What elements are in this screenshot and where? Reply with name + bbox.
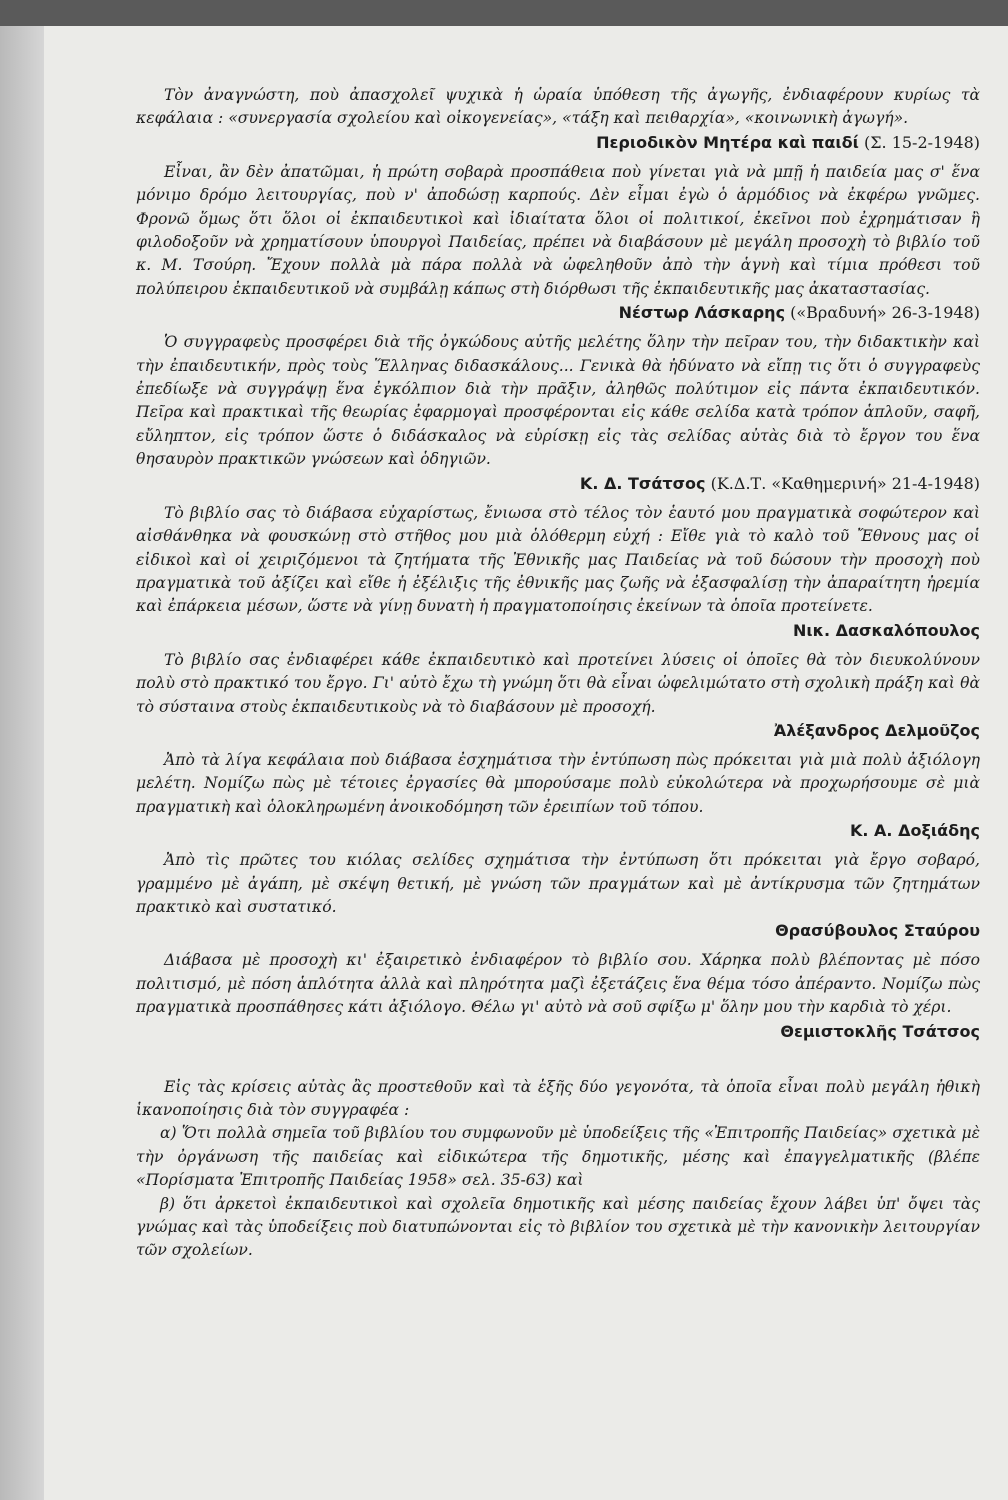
review-text: Ὁ συγγραφεὺς προσφέρει διὰ τῆς ὀγκώδους αὐτῆς μελέτης ὅλην τὴν πεῖραν του, τὴν διδακτικὴν καὶ τὴν ἐπαιδευτικήν, πρὸς τοὺς Ἕλληνας διδασκάλους... Γενικὰ θὰ ἠδύνατο νὰ εἴπῃ τις ὅτι ὁ συγγραφεὺς ἐπεδίωξε νὰ συγγράψῃ ἕνα ἐγκόλπιον διὰ τὴν πρᾶξιν, ἀληθῶς πολύτιμον εἰς πάντα ἐκπαιδευτικόν. Πεῖρα καὶ πρακτικαὶ τῆς θεωρίας ἐφαρμογαὶ προσφέρονται εἰς κάθε σελίδα κατὰ τρόπον ἁπλοῦν, σαφῆ, εὔληπτον, εἰς τρόπον ὥστε ὁ διδάσκαλος νὰ εὑρίσκῃ εἰς τὰς σελίδας αὐτὰς διὰ τὸ ἔργον του ἕνα θησαυρὸν πρακτικῶν γνώσεων καὶ ὁδηγιῶν.	[136, 333, 980, 469]
review-text: Τὸ βιβλίο σας ἐνδιαφέρει κάθε ἐκπαιδευτικὸ καὶ προτείνει λύσεις οἱ ὁποῖες θὰ τὸν διευκολύνουν πολὺ στὸ πρακτικό του ἔργο. Γι' αὐτὸ ἔχω τὴ γνώμη ὅτι θὰ εἶναι ὠφελιμώτατο στὴ σχολικὴ πράξη καὶ θὰ τὸ σύσταινα στοὺς ἐκπαιδευτικοὺς νὰ τὸ διαβάσουν μὲ προσοχή.	[136, 650, 980, 716]
review-signature	[136, 919, 980, 943]
review-signature	[136, 819, 980, 843]
review-signature	[136, 719, 980, 743]
review-text: Τὸν ἀναγνώστη, ποὺ ἀπασχολεῖ ψυχικὰ ἡ ὡραία ὑπόθεση τῆς ἀγωγῆς, ἐνδιαφέρουν κυρίως τὰ κεφάλαια : «συνεργασία σχολείου καὶ οἰκογενείας», «τάξη καὶ πειθαρχία», «κοινωνικὴ ἀγωγή».	[136, 86, 980, 128]
page-content	[136, 84, 980, 1263]
closing-item-a: α) Ὅτι πολλὰ σημεῖα τοῦ βιβλίου του συμφωνοῦν μὲ ὑποδείξεις τῆς «Ἐπιτροπῆς Παιδείας» σχετικὰ μὲ τὴν ὀργάνωση τῆς παιδείας καὶ εἰδικώτερα τῆς δημοτικῆς, μέσης καὶ ἐπαγγελματικῆς (βλέπε «Πορίσματα Ἐπιτροπῆς Παιδείας 1958» σελ. 35-63) καὶ	[136, 1124, 980, 1190]
review-signature	[136, 472, 980, 496]
section-gap	[136, 1050, 980, 1076]
review-text: Εἶναι, ἂν δὲν ἀπατῶμαι, ἡ πρώτη σοβαρὰ προσπάθεια ποὺ γίνεται γιὰ νὰ μπῇ ἡ παιδεία μας σ' ἕνα μόνιμο δρόμο λειτουργίας, ποὺ ν' ἀποδώσῃ καρπούς. Δὲν εἶμαι ἐγὼ ὁ ἁρμόδιος νὰ ἐκφέρω γνῶμες. Φρονῶ ὅμως ὅτι ὅλοι οἱ ἐκπαιδευτικοὶ καὶ ἰδιαίτατα ὅλοι οἱ πολιτικοί, ἐκεῖνοι ποὺ ἐχρημάτισαν ἢ φιλοδοξοῦν νὰ χρηματίσουν ὑπουργοὶ Παιδείας, πρέπει νὰ διαβάσουν μὲ μεγάλη προσοχὴ τὸ βιβλίο τοῦ κ. Μ. Τσούρη. Ἔχουν πολλὰ μὰ πάρα πολλὰ νὰ ὠφεληθοῦν ἀπὸ τὴν ἁγνὴ καὶ τίμια πρόθεσι τοῦ πολύπειρου ἐκπαιδευτικοῦ νὰ συμβάλῃ κάπως στὴ διόρθωσι τῆς ἐκπαιδευτικῆς μας ἀκαταστασίας.	[136, 162, 980, 298]
reviewer-name: Νέστωρ Λάσκαρης	[618, 303, 786, 323]
scan-top-strip	[0, 0, 1008, 26]
review-text: Ἀπὸ τὰ λίγα κεφάλαια ποὺ διάβασα ἐσχημάτισα τὴν ἐντύπωση πὼς πρόκειται γιὰ μιὰ πολὺ ἀξιόλογη μελέτη. Νομίζω πὼς μὲ τέτοιες ἐργασίες θὰ μπορούσαμε πολὺ εὐκολώτερα νὰ προχωρήσουμε σὲ μιὰ πραγματικὴ καὶ ὁλοκληρωμένη ἀνοικοδόμηση τῶν ἐρειπίων τοῦ τόπου.	[136, 750, 980, 816]
reviewer-name: Ἀλέξανδρος Δελμοῦζος	[773, 720, 980, 740]
review-text: Διάβασα μὲ προσοχὴ κι' ἐξαιρετικὸ ἐνδιαφέρον τὸ βιβλίο σου. Χάρηκα πολὺ βλέποντας μὲ πόσο πολιτισμό, μὲ πόση ἁπλότητα ἀλλὰ καὶ πληρότητα μαζὶ ἐξετάζεις ἕνα θέμα τόσο ἀπέραντο. Νομίζω πὼς πραγματικὰ προσπάθησες κάτι ἀξιόλογο. Θέλω γι' αὐτὸ νὰ σοῦ σφίξω μ' ὅλην μου τὴν καρδιὰ τὸ χέρι.	[136, 951, 980, 1017]
closing-intro: Εἰς τὰς κρίσεις αὐτὰς ἂς προστεθοῦν καὶ τὰ ἑξῆς δύο γεγονότα, τὰ ὁποῖα εἶναι πολὺ μεγάλη ἠθικὴ ἱκανοποίησις διὰ τὸν συγγραφέα :	[136, 1077, 980, 1119]
review-signature	[136, 619, 980, 643]
review-text: Τὸ βιβλίο σας τὸ διάβασα εὐχαρίστως, ἔνιωσα στὸ τέλος τὸν ἑαυτό μου πραγματικὰ σοφώτερον καὶ αἰσθάνθηκα νὰ φουσκώνῃ στὸ στῆθος μου μιὰ ὁλόθερμη εὐχή : Εἴθε γιὰ τὸ καλὸ τοῦ Ἔθνους μας οἱ εἰδικοὶ καὶ οἱ χειριζόμενοι τὰ ζητήματα τῆς Ἐθνικῆς μας Παιδείας νὰ τοῦ δώσουν τὴν προσοχὴ ποὺ πραγματικὰ τοῦ ἀξίζει καὶ εἴθε ἡ ἐξέλιξις τῆς ἐθνικῆς μας ζωῆς νὰ ἐξασφαλίσῃ τὴν ἀπαραίτητη ἠρεμία καὶ ἐπάρκεια μέσων, ὥστε νὰ γίνῃ δυνατὴ ἡ πραγματοποίησις ἐκείνων τὰ ὁποῖα προτείνετε.	[136, 503, 980, 616]
book-page	[44, 26, 1008, 1500]
review-signature	[136, 1020, 980, 1044]
review-source: («Βραδυνή» 26-3-1948)	[785, 303, 980, 323]
review-text: Ἀπὸ τὶς πρῶτες του κιόλας σελίδες σχημάτισα τὴν ἐντύπωση ὅτι πρόκειται γιὰ ἔργο σοβαρό, γραμμένο μὲ ἀγάπη, μὲ σκέψη θετική, μὲ γνώση τῶν πραγμάτων καὶ μὲ ἀντίκρυσμα τῶν ζητημάτων πρακτικὸ καὶ συστατικό.	[136, 851, 980, 916]
reviewer-name: Νικ. Δασκαλόπουλος	[792, 620, 980, 640]
reviewer-name: Περιοδικὸν Μητέρα καὶ παιδί	[596, 132, 859, 152]
scan-left-edge	[0, 26, 44, 1500]
reviewer-name: Θεμιστοκλῆς Τσάτσος	[780, 1021, 980, 1041]
reviewer-name: Θρασύβουλος Σταύρου	[775, 921, 980, 941]
reviewer-name: Κ. Δ. Τσάτσος	[579, 473, 706, 493]
closing-item-b: β) ὅτι ἀρκετοὶ ἐκπαιδευτικοὶ καὶ σχολεῖα δημοτικῆς καὶ μέσης παιδείας ἔχουν λάβει ὑπ' ὄψει τὰς γνώμας καὶ τὰς ὑποδείξεις ποὺ διατυπώνονται εἰς τὸ βιβλίον του σχετικὰ μὲ τὴν κανονικὴν λειτουργίαν τῶν σχολείων.	[136, 1194, 980, 1260]
review-signature	[136, 301, 980, 325]
review-source: (Κ.Δ.Τ. «Καθημερινή» 21-4-1948)	[705, 473, 980, 493]
reviewer-name: Κ. Α. Δοξιάδης	[850, 821, 980, 841]
review-signature	[136, 131, 980, 155]
review-source: (Σ. 15-2-1948)	[858, 132, 980, 152]
